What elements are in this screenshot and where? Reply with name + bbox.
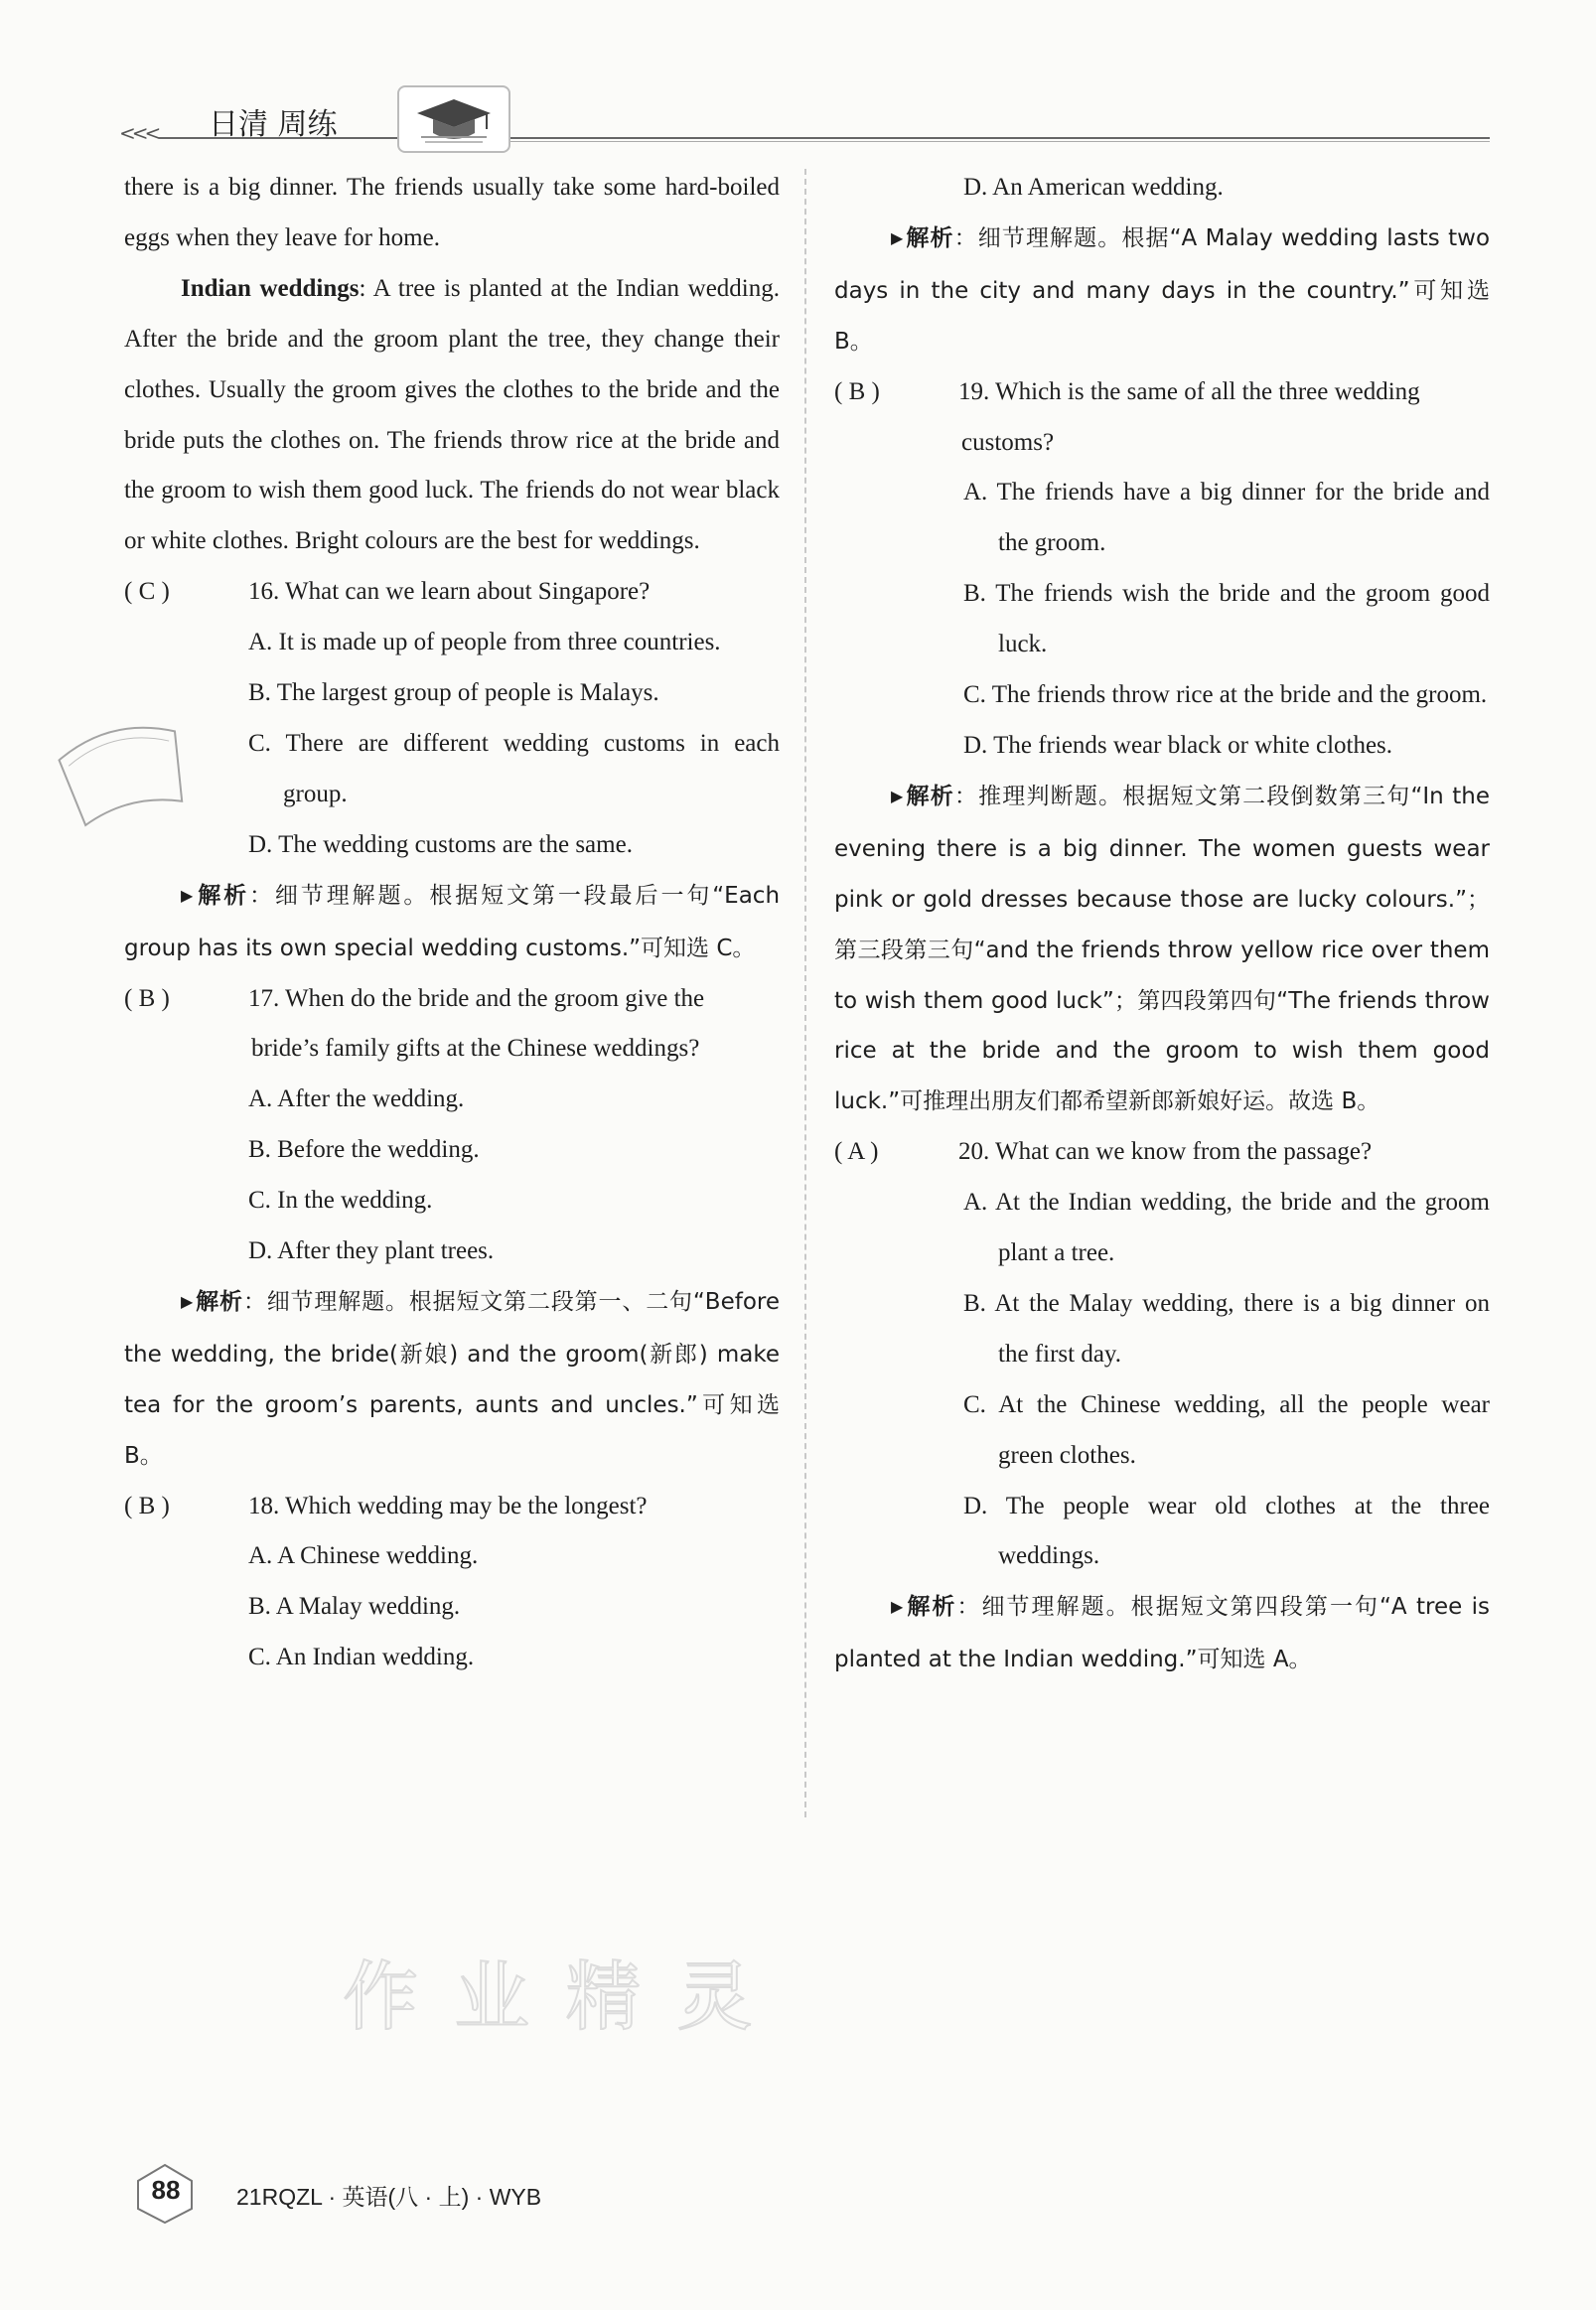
question-text: 18. Which wedding may be the longest? xyxy=(248,1492,648,1519)
page-number: 88 xyxy=(151,2175,181,2205)
option-a: A. The friends have a big dinner for the bride and the groom. xyxy=(963,479,1490,557)
option-c: C. There are different wedding customs in each group. xyxy=(248,729,780,807)
paragraph-body: : A tree is planted at the Indian wedding. After the bride and the groom plant the tree, they change their clothes. Usually the groom gives the clothes to the bride and the bride puts the clothes on. The friends throw rice at the bride and the groom to wish them good luck. The friends do not wear black or white clothes. Bright colours are the best for weddings. xyxy=(124,274,780,555)
analysis-label: ▶ 解析 xyxy=(891,1594,956,1620)
book-code: 21RQZL · 英语(八 · 上) · WYB xyxy=(236,2184,542,2210)
option-c: C. The friends throw rice at the bride and the groom. xyxy=(963,681,1488,709)
analysis-label: ▶ 解析 xyxy=(181,1289,243,1315)
analysis-19 xyxy=(834,772,1490,1127)
option-d: D. An American wedding. xyxy=(963,174,1224,201)
option-b: B. The largest group of people is Malays. xyxy=(248,679,659,707)
answer-bracket: ( B ) xyxy=(834,377,880,405)
analysis-label: ▶ 解析 xyxy=(181,883,249,909)
page-header xyxy=(119,91,1490,147)
option-d: D. The friends wear black or white clothes. xyxy=(963,731,1393,759)
answer-bracket: ( B ) xyxy=(124,984,170,1012)
header-title: 日清 周练 xyxy=(209,107,338,142)
graduation-cap-icon xyxy=(397,85,510,153)
option-a: A. At the Indian wedding, the bride and the groom plant a tree. xyxy=(963,1189,1490,1267)
analysis-text: ：细节理解题。根据短文第一段最后一句“Each group has its own special wedding customs.”可知选 C。 xyxy=(124,882,781,961)
left-column xyxy=(124,163,780,1683)
section-heading: Indian weddings xyxy=(181,274,360,302)
option-d: D. The people wear old clothes at the three weddings. xyxy=(963,1492,1490,1570)
option-a: A. It is made up of people from three countries. xyxy=(248,629,721,656)
analysis-text: ：推理判断题。根据短文第二段倒数第三句“In the evening there is a big dinner. The women guests wear pink or gold dresses because those are lucky colours.”；第三段第三句“and the friends throw yellow rice over them to wish them good luck”；第四段第四句“The friends throw rice at the bride and the groom to wish them good luck.”可推理出朋友们都希望新郎新娘好运。故选 B。 xyxy=(834,783,1491,1115)
question-19 xyxy=(834,367,1490,418)
option-b: B. A Malay wedding. xyxy=(248,1593,461,1621)
question-text: 16. What can we learn about Singapore? xyxy=(248,578,651,606)
option-b: B. Before the wedding. xyxy=(248,1136,480,1164)
analysis-16 xyxy=(124,871,780,974)
column-divider xyxy=(804,169,806,1817)
option-b: B. At the Malay wedding, there is a big dinner on the first day. xyxy=(963,1289,1490,1368)
option-c: C. At the Chinese wedding, all the people wear green clothes. xyxy=(963,1390,1490,1469)
question-text-cont: customs? xyxy=(961,428,1055,456)
question-text: 17. When do the bride and the groom give the xyxy=(248,984,705,1012)
question-text: 19. Which is the same of all the three wedding xyxy=(958,377,1420,405)
option-d: D. After they plant trees. xyxy=(248,1237,495,1265)
header-rule-thin xyxy=(507,141,1490,142)
analysis-text: ：细节理解题。根据“A Malay wedding lasts two days in the city and many days in the country.”可知选 B。 xyxy=(834,224,1491,355)
question-text: 20. What can we know from the passage? xyxy=(958,1138,1373,1166)
question-20 xyxy=(834,1127,1490,1178)
option-a: A. A Chinese wedding. xyxy=(248,1542,479,1570)
analysis-label: ▶ 解析 xyxy=(891,225,954,251)
answer-bracket: ( A ) xyxy=(834,1138,879,1166)
option-c: C. In the wedding. xyxy=(248,1187,433,1215)
analysis-18 xyxy=(834,214,1490,367)
option-a: A. After the wedding. xyxy=(248,1085,465,1113)
analysis-label: ▶ 解析 xyxy=(891,784,954,809)
analysis-17 xyxy=(124,1277,780,1482)
question-16 xyxy=(124,567,780,618)
paragraph-indian-weddings xyxy=(124,264,780,567)
question-text-cont: bride’s family gifts at the Chinese weddings? xyxy=(251,1035,700,1063)
question-18 xyxy=(124,1482,780,1532)
analysis-text: ：细节理解题。根据短文第二段第一、二句“Before the wedding, the bride(新娘) and the groom(新郎) make tea for the groom’s parents, aunts and uncles.”可知选 B。 xyxy=(124,1288,780,1469)
option-d: D. The wedding customs are the same. xyxy=(248,830,633,858)
header-arrows: <<< xyxy=(119,121,158,145)
option-b: B. The friends wish the bride and the groom good luck. xyxy=(963,580,1490,658)
right-column xyxy=(834,163,1490,1685)
option-c: C. An Indian wedding. xyxy=(248,1644,475,1671)
header-rule xyxy=(159,137,1490,139)
answer-bracket: ( B ) xyxy=(124,1492,170,1519)
analysis-text: ：细节理解题。根据短文第四段第一句“A tree is planted at the Indian wedding.”可知选 A。 xyxy=(834,1594,1490,1673)
paragraph-end-malay: there is a big dinner. The friends usually take some hard-boiled eggs when they leave for home. xyxy=(124,174,780,251)
watermark: 作 业 精 灵 xyxy=(343,1952,759,2041)
analysis-20 xyxy=(834,1582,1490,1685)
answer-bracket: ( C ) xyxy=(124,578,170,606)
question-17 xyxy=(124,974,780,1025)
